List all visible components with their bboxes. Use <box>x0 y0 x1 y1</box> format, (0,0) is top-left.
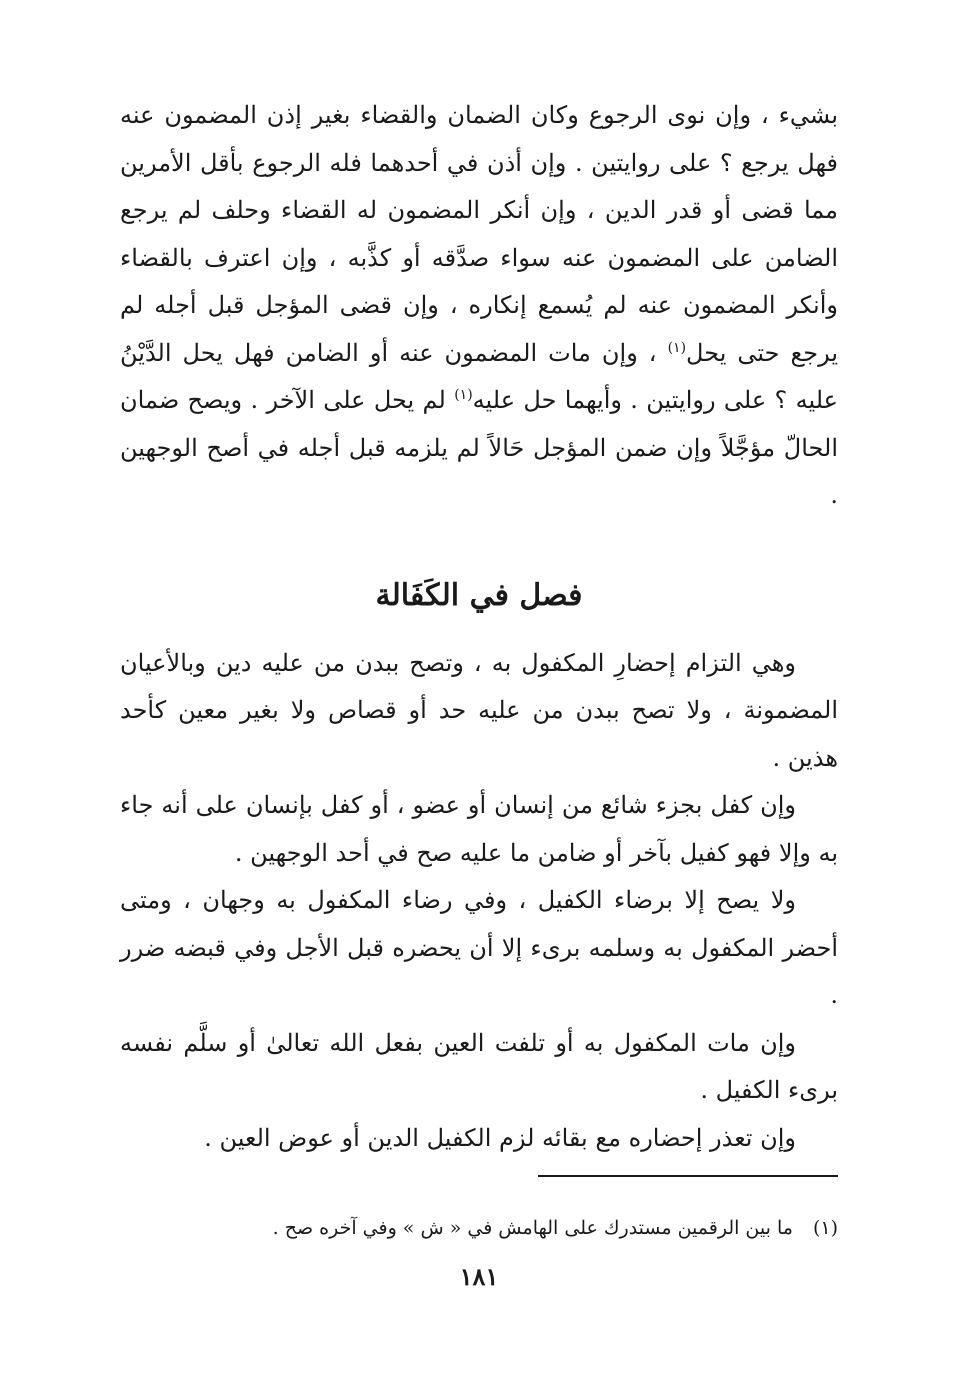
footnote-marker-1: (١) <box>667 339 687 356</box>
section-paragraph-2: وإن كفل بجزء شائع من إنسان أو عضو ، أو كفل بإنسان على أنه جاء به وإلا فهو كفيل بآخر أو ضامن ما عليه صح في أحد الوجهين . <box>120 791 838 867</box>
page-number: ١٨١ <box>459 1262 499 1291</box>
opening-paragraph-part-1: بشيء ، وإن نوى الرجوع وكان الضمان والقضاء بغير إذن المضمون عنه فهل يرجع ؟ على روايتين . وإن أذن في أحدهما فله الرجوع بأقل الأمرين مما قضى أو قدر الدين ، وإن أنكر المضمون له القضاء وحلف لم يرجع الضامن على المضمون عنه سواء صدَّقه أو كذَّبه ، وإن اعترف بالقضاء وأنكر المضمون عنه لم يُسمع إنكاره ، وإن قضى المؤجل قبل أجله لم يرجع حتى يحل <box>120 101 839 367</box>
section-paragraph-1: وهي التزام إحضارِ المكفول به ، وتصح ببدن من عليه دين وبالأعيان المضمونة ، ولا تصح ببدن من عليه حد أو قصاص ولا بغير معين كأحد هذين . <box>120 648 838 772</box>
footnote <box>120 1213 838 1243</box>
footnote-marker-2: (١) <box>454 387 473 403</box>
section-heading: فصل في الكَفَالة <box>375 577 583 613</box>
opening-paragraph <box>120 92 838 520</box>
section-paragraph-5: وإن تعذر إحضاره مع بقائه لزم الكفيل الدين أو عوض العين . <box>204 1123 796 1152</box>
footnote-divider <box>538 1175 838 1177</box>
page-body <box>120 92 838 1162</box>
opening-paragraph-part-2: ، وإن مات المضمون عنه أو الضامن فهل يحل الدَّيْنُ عليه ؟ على روايتين . وأيهما حل عليه <box>120 338 838 414</box>
footnote-text: ما بين الرقمين مستدرك على الهامش في « ش » وفي آخره صح . <box>272 1217 793 1239</box>
section-paragraph-4: وإن مات المكفول به أو تلفت العين بفعل الله تعالىٰ أو سلَّم نفسه برىء الكفيل . <box>120 1028 838 1104</box>
section-paragraph-3: ولا يصح إلا برضاء الكفيل ، وفي رضاء المكفول به وجهان ، ومتى أحضر المكفول به وسلمه برىء إلا أن يحضره قبل الأجل وفي قبضه ضرر . <box>120 886 838 1009</box>
opening-paragraph-part-3: لم يحل على الآخر . ويصح ضمان الحالّ مؤجَّلاً وإن ضمن المؤجل حَالاً لم يلزمه قبل أجله في أصح الوجهين . <box>120 386 838 509</box>
footnote-number: (١) <box>812 1217 838 1239</box>
